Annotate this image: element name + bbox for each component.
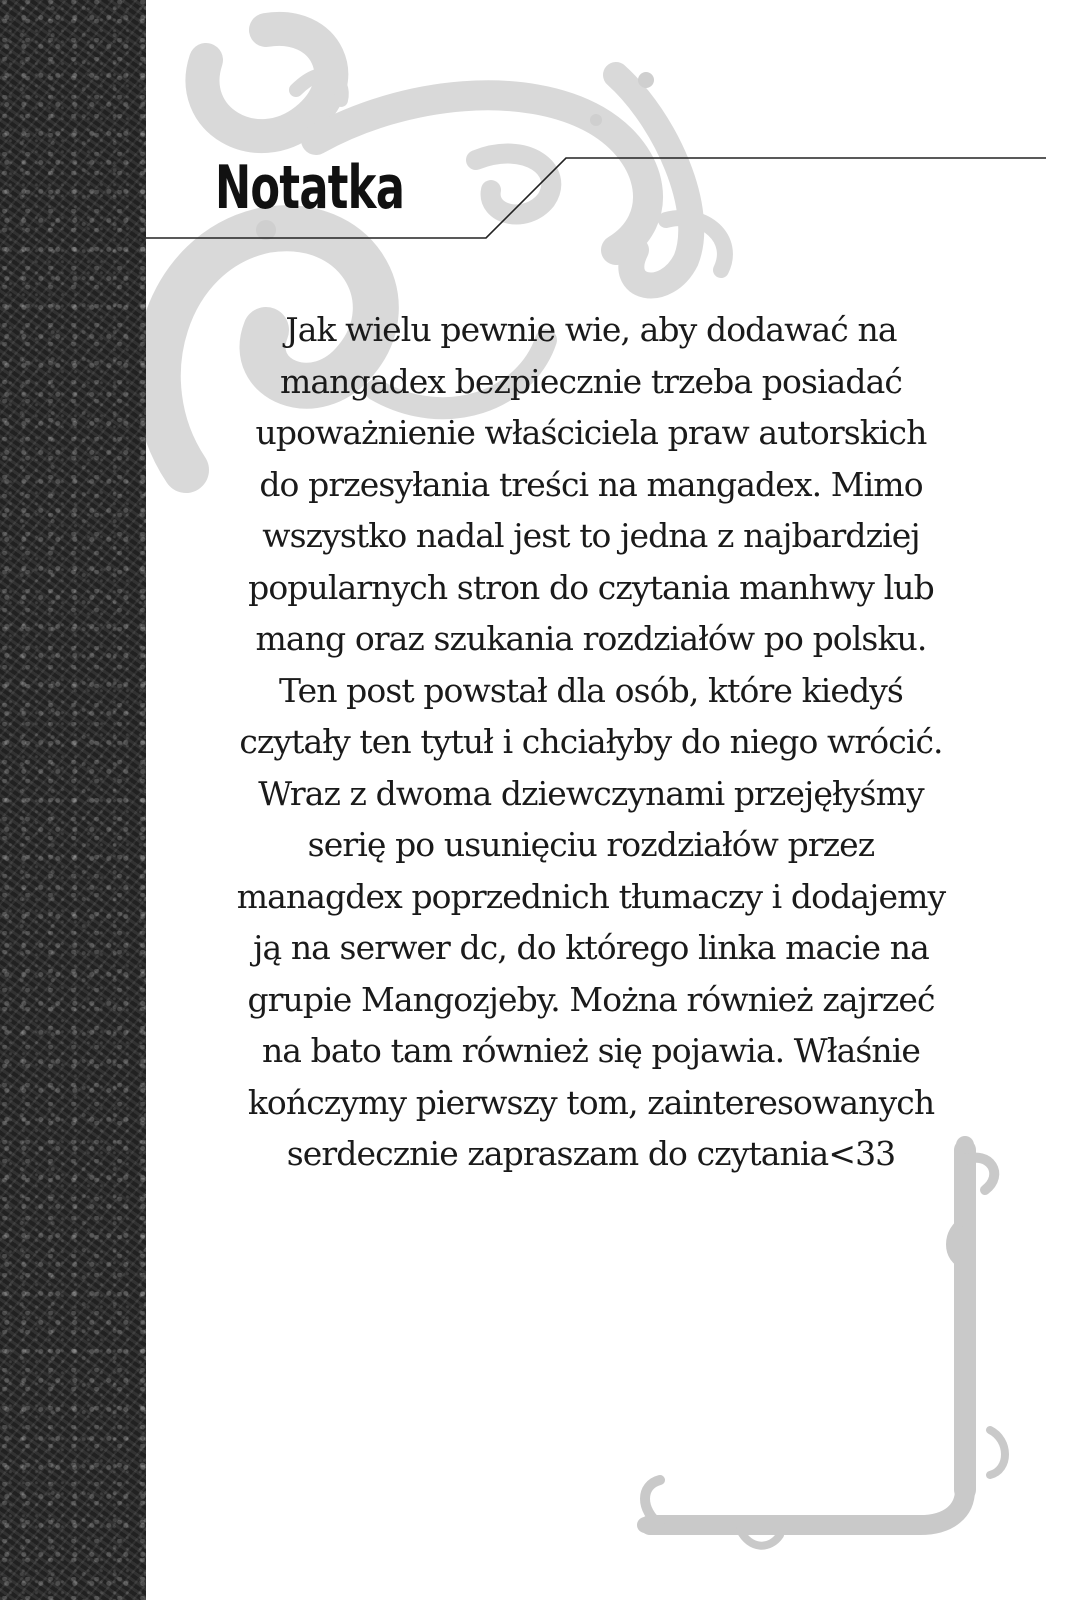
textured-side-band <box>0 0 146 1600</box>
corner-bracket-ornament <box>620 1130 1020 1570</box>
note-heading: Notatka <box>215 153 405 223</box>
note-body-text: Jak wielu pewnie wie, aby dodawać na mangadex bezpiecznie trzeba posiadać upoważnienie właściciela praw autorskich do przesyłania treści na mangadex. Mimo wszystko nadal jest to jedna z najbardziej popularnych stron do czytania manhwy lub mang oraz szukania rozdziałów po polsku. Ten post powstał dla osób, które kiedyś czytały ten tytuł i chciałyby do niego wrócić. Wraz z dwoma dziewczynami przejęłyśmy serię po usunięciu rozdziałów przez managdex poprzednich tłumaczy i dodajemy ją na serwer dc, do którego linka macie na grupie Mangozjeby. Można również zajrzeć na bato tam również się pojawia. Właśnie kończymy pierwszy tom, zainteresowanych serdecznie zapraszam do czytania<33 <box>236 310 946 1173</box>
